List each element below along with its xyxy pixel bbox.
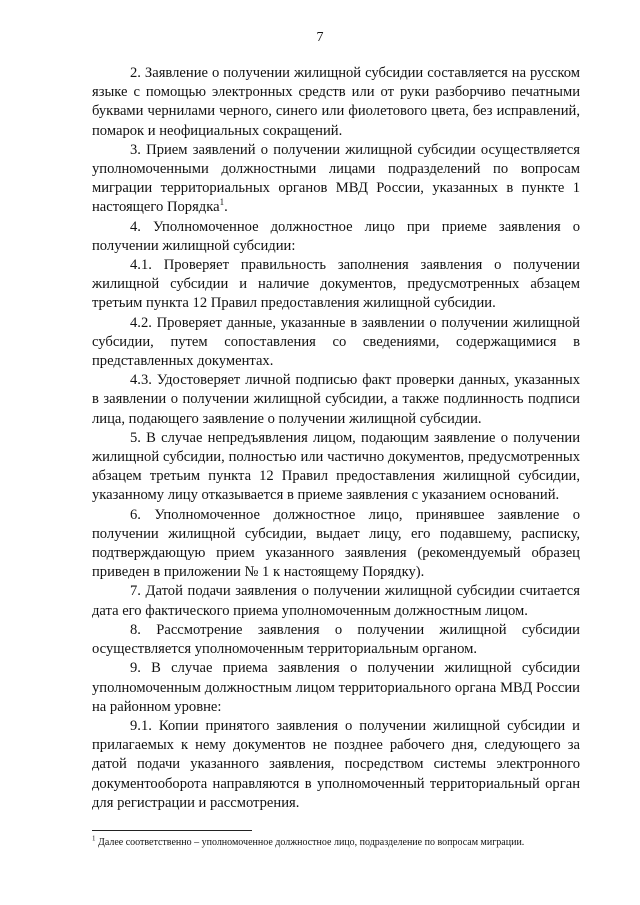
paragraph-4-3: 4.3. Удостоверяет личной подписью факт проверки данных, указанных в заявлении о получении жилищной субсидии, а также подлинность подписи лица, подающего заявление о получении жилищной субсидии. — [92, 372, 580, 427]
paragraph-2: 2. Заявление о получении жилищной субсидии составляется на русском языке с помощью электронных средств или от руки разборчиво печатными буквами чернилами черного, синего или фиолетового цвета, без исправлений, помарок и неофициальных сокращений. — [92, 65, 580, 139]
paragraph-8: 8. Рассмотрение заявления о получении жилищной субсидии осуществляется уполномоченным территориальным органом. — [92, 621, 580, 658]
footnote-text: Далее соответственно – уполномоченное должностное лицо, подразделение по вопросам миграции. — [95, 837, 525, 848]
footnote-ref: 1 — [219, 197, 225, 208]
paragraph-9: 9. В случае приема заявления о получении жилищной субсидии уполномоченным должностным лицом территориального органа МВД России на районном уровне: — [92, 660, 580, 715]
paragraph-4-2: 4.2. Проверяет данные, указанные в заявлении о получении жилищной субсидии, путем сопоставления со сведениями, содержащимися в представленных документах. — [92, 314, 580, 370]
footnote — [92, 836, 592, 849]
paragraph-4: 4. Уполномоченное должностное лицо при приеме заявления о получении жилищной субсидии: — [92, 218, 580, 254]
paragraph-7: 7. Датой подачи заявления о получении жилищной субсидии считается дата его фактического приема уполномоченным должностным лицом. — [92, 583, 580, 619]
document-body — [92, 64, 580, 813]
paragraph-9-1: 9.1. Копии принятого заявления о получении жилищной субсидии и прилагаемых к нему документов не позднее рабочего дня, следующего за датой подачи указанного заявления, посредством системы электронного документооборота направляются в уполномоченный территориальный орган для регистрации и рассмотрения. — [92, 717, 580, 811]
paragraph-6: 6. Уполномоченное должностное лицо, принявшее заявление о получении жилищной субсидии, выдает лицу, его подавшему, расписку, подтверждающую прием указанного заявления (рекомендуемый образец приведен в приложении № 1 к настоящему Порядку). — [92, 506, 580, 581]
paragraph-5: 5. В случае непредъявления лицом, подающим заявление о получении жилищной субсидии, полностью или частично документов, предусмотренных абзацем третьим пункта 12 Правил предоставления жилищной субсидии, указанному лицу отказывается в приеме заявления с указанием оснований. — [92, 429, 580, 504]
footnote-marker: 1 — [92, 834, 96, 843]
footnote-divider — [92, 830, 252, 831]
paragraph-4-1: 4.1. Проверяет правильность заполнения заявления о получении жилищной субсидии и наличие документов, предусмотренных абзацем третьим пункта 12 Правил предоставления жилищной субсидии. — [92, 257, 580, 312]
paragraph-3: 3. Прием заявлений о получении жилищной субсидии осуществляется уполномоченными должностными лицами подразделений по вопросам миграции территориальных органов МВД России, указанных в пункте 1 настоящего Порядка$^1$. — [92, 141, 580, 216]
page-number: 7 — [316, 30, 324, 45]
